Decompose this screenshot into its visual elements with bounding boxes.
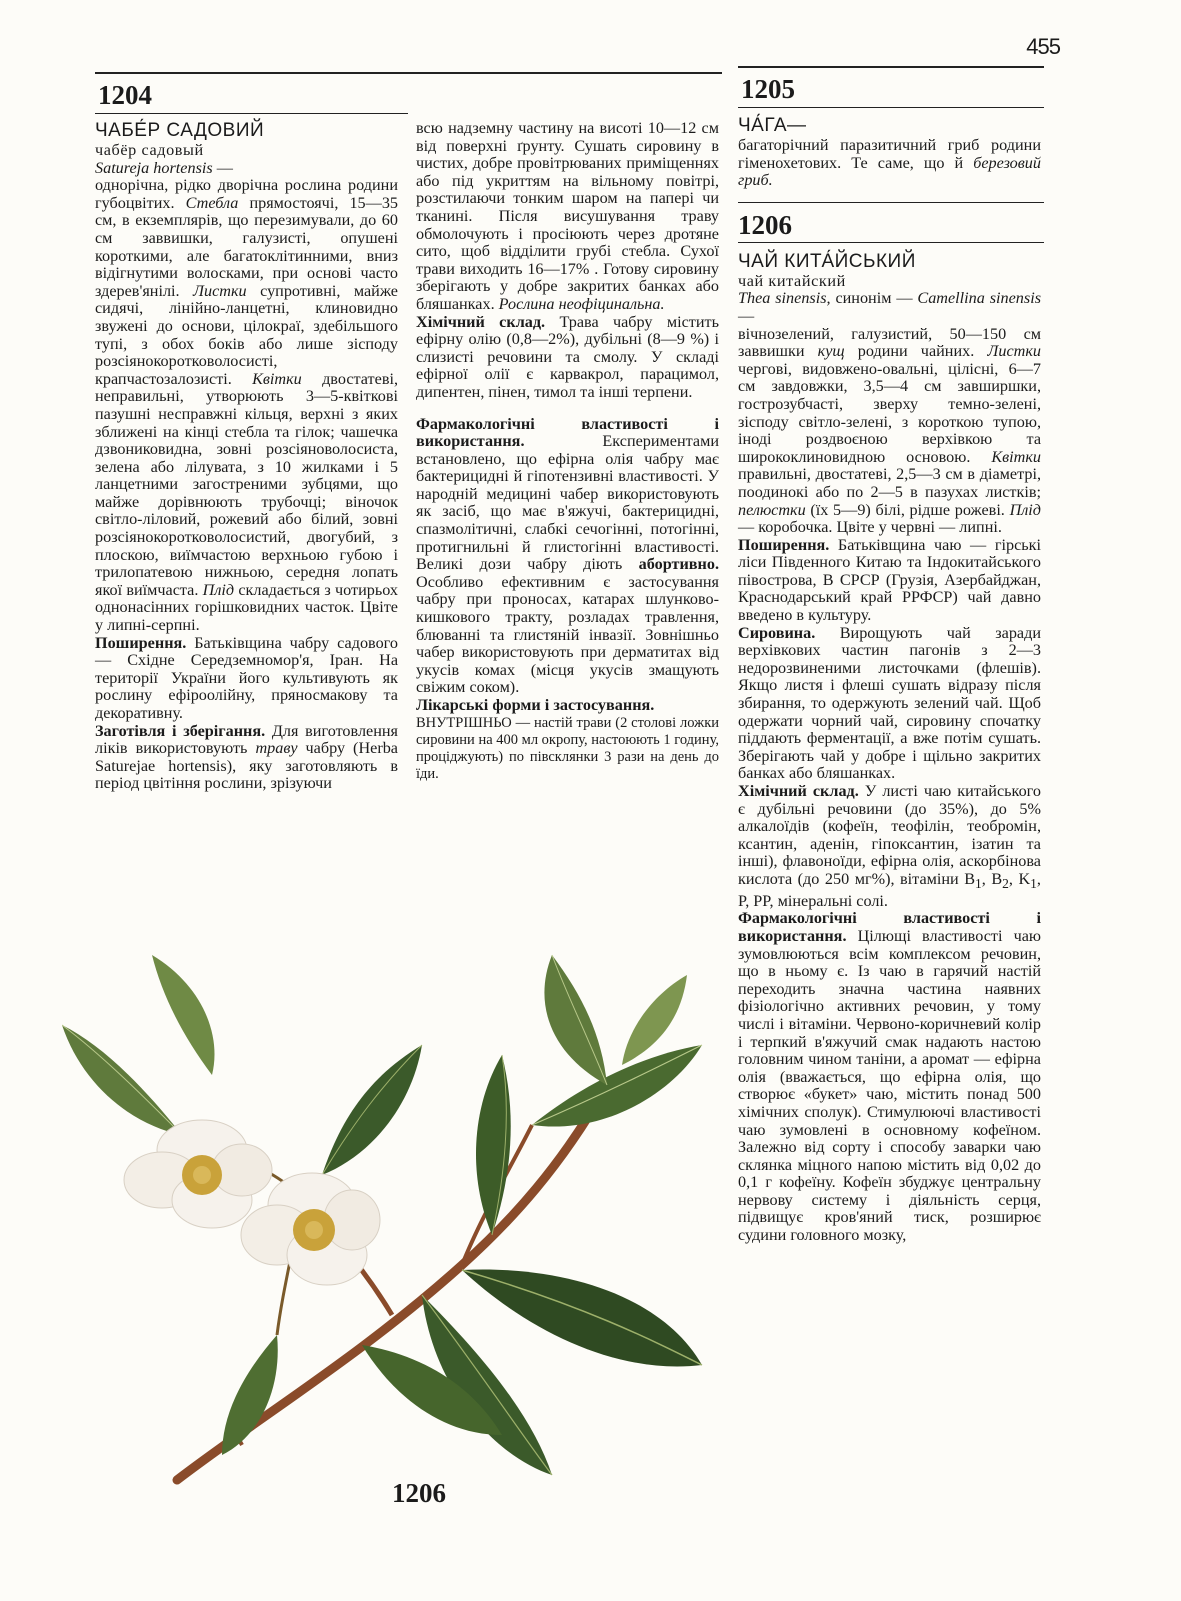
section-zagotivlia: [95, 723, 398, 793]
chai-latin-line: [738, 290, 1041, 325]
section-heading: Хімічний склад.: [738, 782, 859, 800]
entry-number-1205: 1205: [741, 74, 795, 104]
flower-1: [124, 1120, 272, 1228]
entry-1205-rule: [738, 107, 1044, 108]
plate-number: 1206: [392, 1478, 446, 1508]
section-text: , K: [1008, 869, 1031, 888]
section-text: Експериментами встановлено, що ефірна олія чабру має бактерицидні й гіпотензивні властивості. У народній медицині чабер використовують як засіб, що має в'яжучі, бактерицидні, спазмолітичні, слабкі сечогінні, потогінні, протигнильні й глистогінні властивості. Великі дози чабру діють: [416, 432, 719, 574]
description-text: (їх 5—9) білі, рідше рожеві.: [805, 500, 1010, 519]
description-text: прямостоячі, 15—35 см, в екземплярів, що перезимували, до 60 см заввишки, галузисті, опушені короткими, але багатоклітинними, вниз відігнутими волосками, при основі часто здерев'янілі.: [95, 193, 399, 300]
description-text: родини чайних.: [844, 342, 988, 361]
section-text: Трава чабру містить ефірну олію (0,8—2%), дубільні (8—9 %) і слизисті речовини та смолу. У складі ефірної олії є карвакрол, парацимол, дипентен, пінен, тимол та інші терпени.: [416, 312, 719, 401]
term-vnutrishno: ВНУТРІШНЬО: [416, 714, 512, 731]
entry-1206-rule: [738, 242, 1044, 243]
description-text: вічнозелений, галузистий, 50—150 см заввишки: [738, 324, 1041, 361]
term-stebla: Стебла: [185, 193, 239, 212]
description-text: складається з чотирьох однонасінних горішковидних часток. Цвіте у липні-серпні.: [95, 580, 398, 635]
page-number: 455: [1026, 34, 1060, 59]
entry-title-chaber: ЧАБЕ́Р САДОВИЙ: [95, 120, 265, 141]
chai-latin-synonym: Camellina sinensis: [917, 289, 1041, 308]
chai-russian-name: чай китайский: [738, 271, 846, 290]
entry-title-chai: ЧАЙ КИТА́ЙСЬКИЙ: [738, 250, 916, 272]
section-syrovyna: [738, 625, 1041, 783]
entry-number-1204: 1204: [98, 80, 152, 110]
section-text: Батьківщина чабру садового — Східне Середземномор'я, Іран. На території України його культивують як рослину ефіроолійну, пряносмакову та декоративну.: [95, 633, 398, 722]
section-text: всю надземну частину на висоті 10—12 см від поверхні ґрунту. Сушать сировину в чистих, добре провітрюваних приміщеннях або під укриттям на вільному повітрі, розстилаючи тонким шаром на папері чи тканині. Після висушування траву обмолочують і просіюють через дротяне сито, щоб відділити грубі стебла. Сухої трави виходить 16—17% . Готову сировину зберігають у добре закритих банках або бляшанках.: [416, 119, 719, 313]
zagotivlia-continued: [416, 120, 719, 314]
term-lystky: Листки: [987, 342, 1041, 361]
section-heading: Поширення.: [95, 633, 187, 652]
term-kvitky: Квітки: [252, 369, 302, 388]
section-text: Цілющі властивості чаю зумовлюються всім комплексом речовин, що в ньому є. Із чаю в гарячий настій переходить значна частина наявних фізіологічно активних речовин, у тому числі і вітаміни. Червоно-коричневий колір і терпкий в'яжучий смак надають настою головним чином таніни, а аромат — ефірна олія (вважається, що ефірна олія, що створює «букет» чаю, містить понад 500 хімічних сполук). Стимулюючі властивості чаю зумовлені в основному кофеїном. Залежно від сорту і способу заварки чаю склянка міцного напою містить від 0,02 до 0,1 г кофеїну. Кофеїн збуджує центральну нервову систему і діяльність серця, підвищує кров'яний тиск, розширює судини головного мозку,: [738, 926, 1041, 1245]
section-text: , B: [981, 869, 1003, 888]
term-plid: Плід: [202, 580, 235, 599]
top-rule-right: [738, 66, 1044, 68]
section-poshyrennia-chai: [738, 537, 1041, 625]
chaga-text: багаторічний паразитичний гриб родини гіменохетових. Те саме, що й: [738, 136, 1041, 172]
section-heading: Заготівля і зберігання.: [95, 721, 266, 740]
chai-latin-name: Thea sinensis,: [738, 289, 831, 308]
entry-1206-top-rule: [738, 202, 1044, 203]
description: [95, 177, 398, 634]
column-3: [738, 115, 1041, 1245]
likarski-text: [416, 715, 719, 783]
section-khimichnyi-sklad: [416, 314, 719, 402]
section-text: Особливо ефективним є застосування чабру при проносах, катарах шлунково-кишкового тракту, розладах травлення, блюванні та глистяній інвазії. Зовнішньо чабер використовують при дерматитах від укусів комах (місця укусів змащують свіжим соком).: [416, 572, 719, 697]
tea-branch-illustration: [62, 935, 722, 1495]
latin-name-line: [95, 160, 398, 178]
term-pelustky: пелюстки: [738, 500, 806, 519]
chaga-description: [738, 137, 1041, 190]
section-likarski-formy: [416, 697, 719, 715]
section-heading: Хімічний склад.: [416, 312, 546, 331]
section-heading: Поширення.: [738, 535, 830, 554]
section-farmakolohiia: [416, 416, 719, 698]
synonym-label: синонім —: [830, 289, 918, 308]
subscript: 1: [1030, 876, 1037, 892]
section-text: , P, PP, мінеральні солі.: [738, 869, 1041, 910]
description-text: двостатеві, неправильні, утворюють 3—5-квіткові пазушні несправжні кільця, верхні з яких зближені на кінці стебла та гілок; чашечка дзвониковидна, зовні розсіяноволосиста, зелена або лілувата, з 10 жилками і 5 ланцетними загостреними зубцями, що майже дорівнюють трубочці; віночок світло-ліловий, рожевий або білий, зовні розсіянокоротковолосистий, двогубий, з плоскою, виїмчастою верхньою губою і трилопатевою нижньою, середня лопать якої виїмчаста.: [95, 369, 399, 599]
section-text: — настій трави (2 столові ложки сировини на 400 мл окропу, настоюють 1 годину, проціджують) по півсклянки 3 рази на день до їди.: [416, 714, 719, 782]
leaves: [62, 955, 702, 1475]
latin-dash: —: [212, 158, 233, 177]
section-text: Для виготовлення ліків використовують: [95, 721, 398, 758]
latin-name: Satureja hortensis: [95, 158, 213, 177]
description-text: однорічна, рідко дворічна рослина родини губоцвітих.: [95, 176, 398, 212]
term-abortyvno: абортивно.: [638, 555, 719, 574]
term-kushch: кущ: [817, 342, 845, 361]
entry-title-chaga: ЧА́ГА—: [738, 115, 807, 136]
term-travu: траву: [255, 739, 298, 758]
section-text: Вирощують чай заради верхівкових частин пагонів з 2—3 недорозвиненими листочками (флешів). Якщо листя і флеші сушать відразу після збирання, то одержують зелений чай. Щоб одержати чорний чай, сировину спочатку піддають ферментації, а вже потім сушать. Зберігають чай у добре і щільно закритих банках або бляшанках.: [738, 623, 1041, 783]
chai-description: [738, 326, 1041, 537]
subscript: 1: [975, 876, 982, 892]
term-kvitky: Квітки: [991, 447, 1041, 466]
section-khimichnyi-sklad-chai: [738, 783, 1041, 910]
section-heading: Фармакологічні властивості і використання.: [416, 414, 719, 451]
section-text: чабру (Herba Saturejae hortensis), яку заготовляють в період цвітіння рослини, зрізуючи: [95, 739, 398, 793]
description-text: правильні, двостатеві, 2,5—3 см в діаметрі, поодинокі або по 2—5 в пазухах листків;: [738, 465, 1041, 501]
russian-name: чабёр садовый: [95, 141, 204, 159]
description-text: супротивні, майже сидячі, лінійно-ланцетні, клиновидно звужені до основи, цілокраї, здебільшого тупі, з обох боків або лише зісподу розсіянокоротковолосисті, крапчастозалозисті.: [95, 281, 398, 388]
term-lystky: Листки: [193, 281, 247, 300]
section-farmakolohiia-chai: [738, 910, 1041, 1244]
chaga-reference: березовий гриб.: [738, 153, 1041, 190]
subscript: 2: [1002, 876, 1009, 892]
neofitsiinalna-note: Рослина неофіцинальна.: [498, 294, 665, 313]
section-text: У листі чаю китайського є дубільні речовини (до 35%), до 5% алкалоїдів (кофеїн, теофілін, теобромін, ксантин, аденін, гіпоксантин, ізатин та інші), флавоноїди, ефірна олія, аскорбінова кислота (до 250 мг%), вітаміни B: [738, 782, 1041, 888]
section-text: Батьківщина чаю — гірські ліси Південного Китаю та Індокитайського півострова, В СРСР (Грузія, Азербайджан, Краснодарський край РРФСР) чай давно введено в культуру.: [738, 535, 1041, 625]
column-2: [416, 120, 719, 783]
column-1: [95, 120, 398, 793]
term-plid: Плід: [1009, 500, 1041, 519]
section-poshyrennia: [95, 635, 398, 723]
description-text: чергові, видовжено-овальні, цілісні, 6—7 см завдовжки, 3,5—4 см завширшки, гострозубчасті, зверху темно-зелені, зісподу світло-зелені, з короткою тупою, іноді роздвоєною верхівкою та ширококлиновидною основою.: [738, 359, 1041, 466]
description-text: — коробочка. Цвіте у червні — липні.: [738, 518, 1002, 537]
entry-1204-rule: [95, 113, 408, 114]
top-rule-left: [95, 72, 722, 74]
section-heading: Лікарські форми і застосування.: [416, 696, 655, 714]
latin-dash: —: [738, 306, 755, 325]
section-heading: Фармакологічні властивості і використання.: [738, 909, 1041, 945]
entry-number-1206: 1206: [738, 209, 792, 240]
section-heading: Сировина.: [738, 623, 816, 642]
